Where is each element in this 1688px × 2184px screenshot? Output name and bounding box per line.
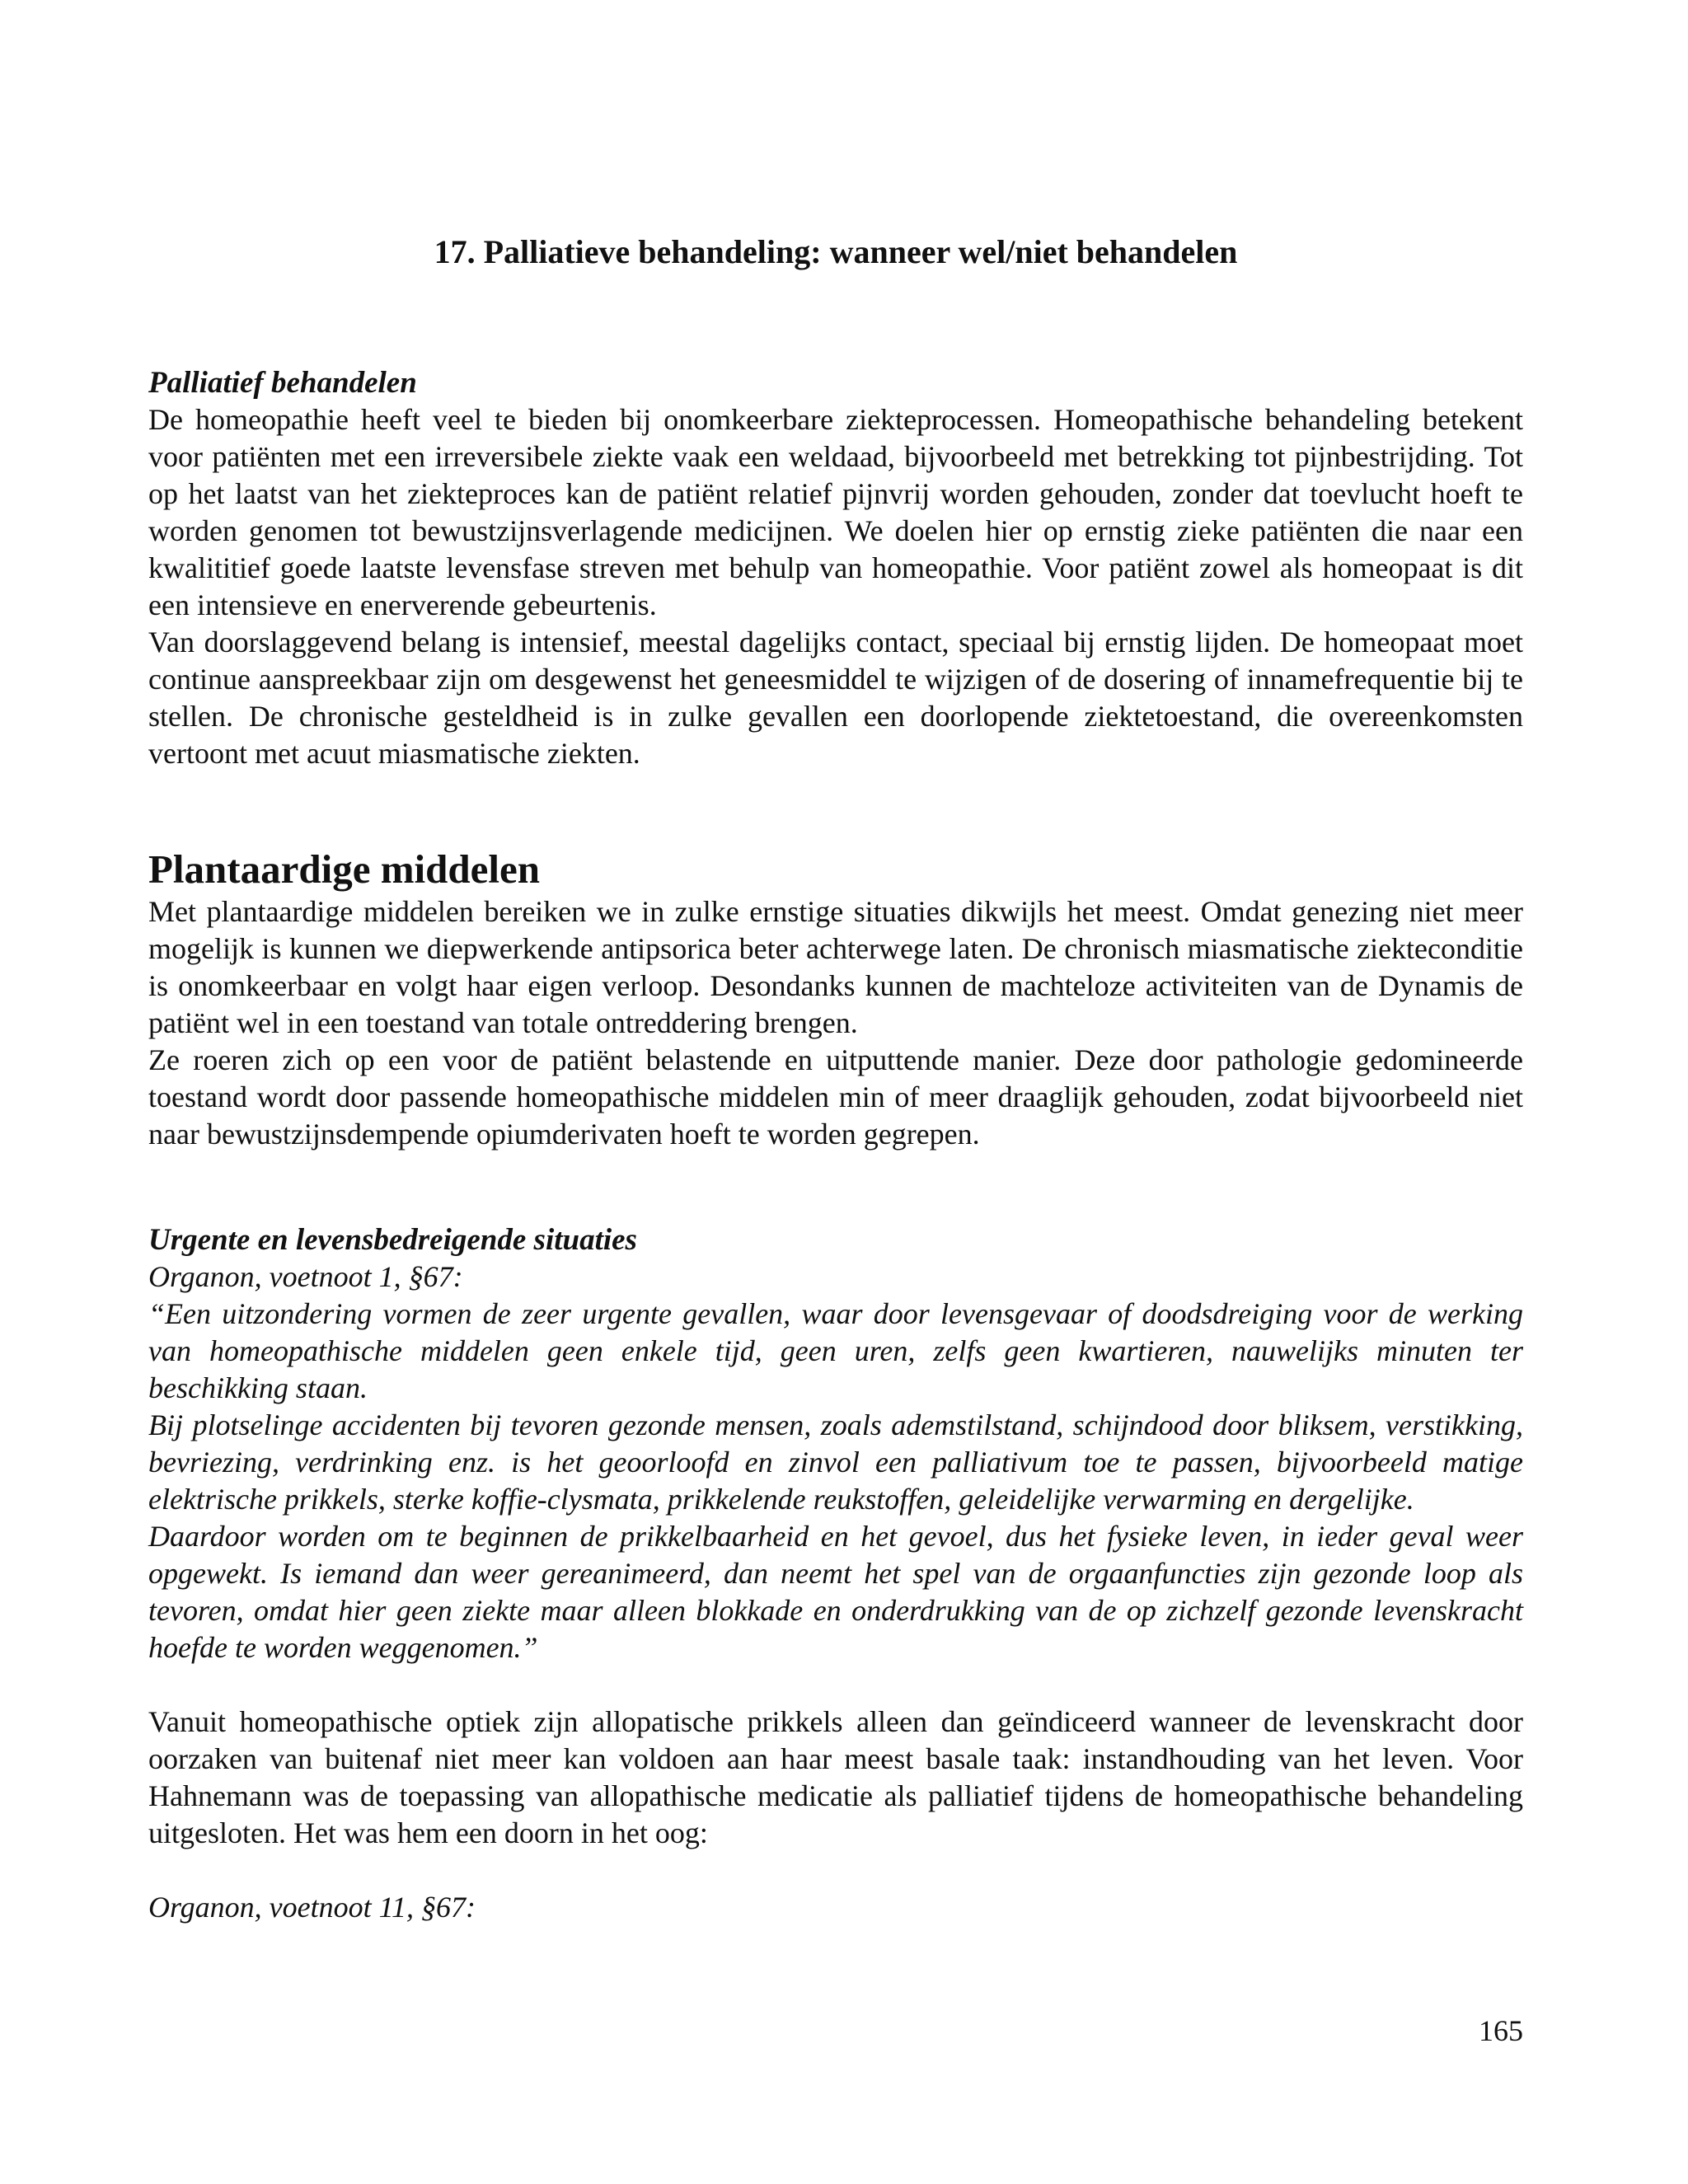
quote-paragraph-2: Bij plotselinge accidenten bij tevoren gezonde mensen, zoals ademstilstand, schijndood door bliksem, verstikking, bevriezing, verdrinking enz. is het geoorloofd en zinvol een palliativum toe te passen, bijvoorbeeld matige elektrische prikkels, sterke koffie-clysmata, prikkelende reukstoffen, geleidelijke verwarming en dergelijke.: [148, 1408, 1523, 1516]
quote-source-2: Organon, voetnoot 11, §67:: [148, 1891, 476, 1924]
section-heading-urgente: Urgente en levensbedreigende situaties: [148, 1223, 637, 1257]
quote-paragraph-3: Daardoor worden om te beginnen de prikkelbaarheid en het gevoel, dus het fysieke leven, in ieder geval weer opgewekt. Is iemand dan weer gereanimeerd, dan neemt het spel van de orgaanfuncties zijn gezonde loop als tevoren, omdat hier geen ziekte maar alleen blokkade en onderdrukking van de op zichzelf gezonde levenskracht hoefde te worden weggenomen.”: [148, 1520, 1523, 1664]
paragraph-palliatief-1: De homeopathie heeft veel te bieden bij onomkeerbare ziekteprocessen. Homeopathische behandeling betekent voor patiënten met een irreversibele ziekte vaak een weldaad, bijvoorbeeld met betrekking tot pijnbestrijding. Tot op het laatst van het ziekteproces kan de patiënt relatief pijnvrij worden gehouden, zonder dat toevlucht hoeft te worden genomen tot bewustzijnsverlagende medicijnen. We doelen hier op ernstig zieke patiënten die naar een kwalititief goede laatste levensfase streven met behulp van homeopathie. Voor patiënt zowel als homeopaat is dit een intensieve en enerverende gebeurtenis.: [148, 403, 1523, 621]
section-urgente-situaties: [148, 1221, 1523, 1926]
section-heading-plantaardige: Plantaardige middelen: [148, 846, 541, 892]
chapter-title: 17. Palliatieve behandeling: wanneer wel/niet behandelen: [434, 233, 1238, 270]
section-plantaardige-middelen: [148, 846, 1523, 1153]
quote-source: Organon, voetnoot 1, §67:: [148, 1260, 463, 1293]
section-palliatief-behandelen: [148, 364, 1523, 772]
page-number: 165: [1479, 2014, 1523, 2047]
paragraph-plantaardige-1: Met plantaardige middelen bereiken we in zulke ernstige situaties dikwijls het meest. Omdat genezing niet meer mogelijk is kunnen we diepwerkende antipsorica beter achterwege laten. De chronisch miasmatische ziekteconditie is onomkeerbaar en volgt haar eigen verloop. Desondanks kunnen de machteloze activiteiten van de Dynamis de patiënt wel in een toestand van totale ontreddering brengen.: [148, 895, 1523, 1039]
paragraph-plantaardige-2: Ze roeren zich op een voor de patiënt belastende en uitputtende manier. Deze door pathologie gedomineerde toestand wordt door passende homeopathische middelen min of meer draaglijk gehouden, zodat bijvoorbeeld niet naar bewustzijnsdempende opiumderivaten hoeft te worden gegrepen.: [148, 1043, 1523, 1151]
section-heading-palliatief: Palliatief behandelen: [148, 366, 417, 400]
paragraph-palliatief-2: Van doorslaggevend belang is intensief, meestal dagelijks contact, speciaal bij ernstig lijden. De homeopaat moet continue aanspreekbaar zijn om desgewenst het geneesmiddel te wijzigen of de dosering of innamefrequentie bij te stellen. De chronische gesteldheid is in zulke gevallen een doorlopende ziektetoestand, die overeenkomsten vertoont met acuut miasmatische ziekten.: [148, 626, 1523, 770]
quote-paragraph-1: “Een uitzondering vormen de zeer urgente gevallen, waar door levensgevaar of doodsdreiging voor de werking van homeopathische middelen geen enkele tijd, geen uren, zelfs geen kwartieren, nauwelijks minuten ter beschikking staan.: [148, 1297, 1523, 1404]
paragraph-urgente-body: Vanuit homeopathische optiek zijn allopatische prikkels alleen dan geïndiceerd wanneer de levenskracht door oorzaken van buitenaf niet meer kan voldoen aan haar meest basale taak: instandhouding van het leven. Voor Hahnemann was de toepassing van allopathische medicatie als palliatief tijdens de homeopathische behandeling uitgesloten. Het was hem een doorn in het oog:: [148, 1705, 1523, 1849]
